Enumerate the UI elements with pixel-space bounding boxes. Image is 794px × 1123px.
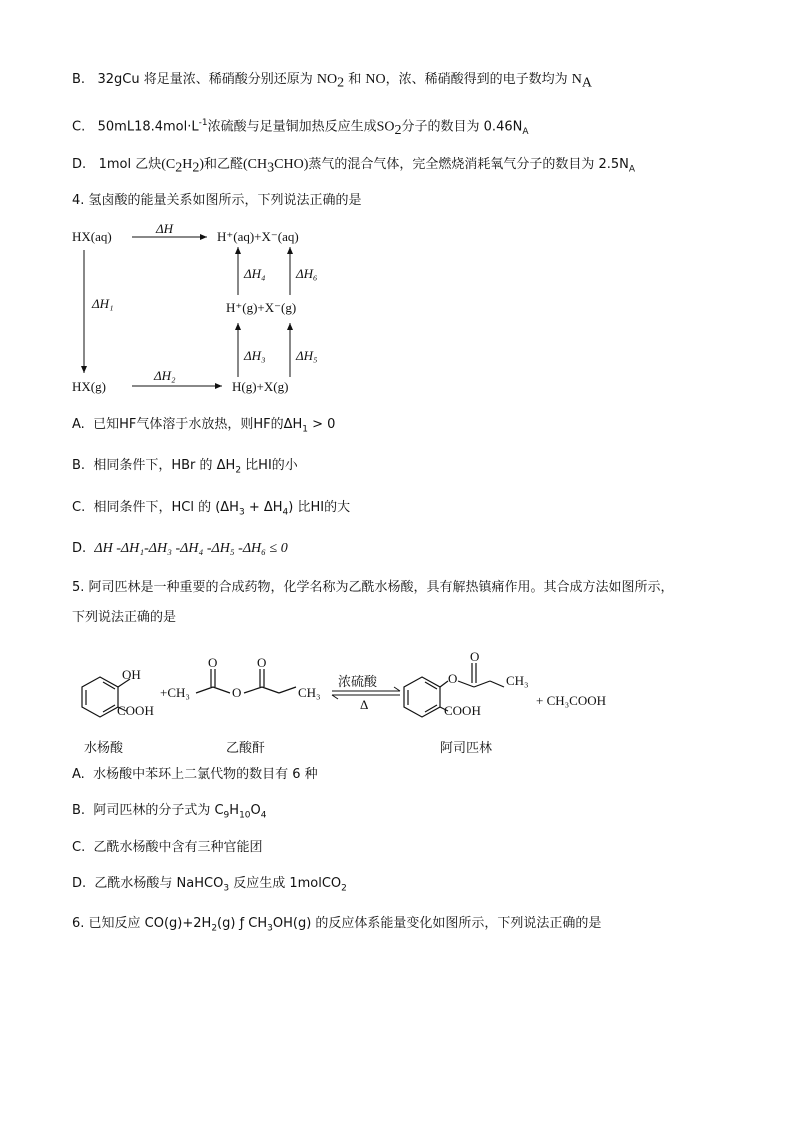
q6-stem: 6. 已知反应 $CO(g)+2H_2(g)$ ƒ $CH_3OH(g)$ 的反应体系能量变化如图所示，下列说法正确的是 [72,916,602,934]
q5-stem-line2: 下列说法正确的是 [72,610,177,625]
salicylic-acid-name: 水杨酸 [84,741,124,756]
dh5-label: ΔH₅ [296,348,318,363]
hx-aq-label: HX(aq) [72,229,112,244]
o-bridge-label: O [232,685,242,700]
o-top-label-3: O [470,649,480,664]
acetic-anhydride-bonds [196,669,296,693]
option-letter: B. [72,72,86,87]
option-letter: C. [72,119,86,135]
ch3-left-label: +CH₃ [160,685,190,700]
energy-cycle-diagram [72,220,332,400]
o-top-label-1: O [208,655,218,670]
q4-option-c: C. 相同条件下，HCl 的 $(\Delta H_3 + \Delta H_4)$ 比HI的大 [72,500,351,518]
option-letter: D. [72,157,87,172]
q5-option-d: D. 乙酰水杨酸与 NaHCO$_3$ 反应生成 1molCO$_2$ [72,876,347,894]
q5-option-c: C. 乙酰水杨酸中含有三种官能团 [72,840,263,855]
dh4-label: ΔH₄ [244,266,266,281]
q5-stem-line1: 5. 阿司匹林是一种重要的合成药物，化学名称为乙酰水杨酸，具有解热镇痛作用。其合成方法如图所示， [72,580,674,595]
ions-g-label: H⁺(g)+X⁻(g) [226,300,297,315]
aspirin-name: 阿司匹林 [440,741,493,756]
q3-option-c: C. $50mL18.4mol\cdot L^{-1}$浓硫酸与足量铜加热反应生成$SO_2$分子的数目为 $0.46N_A$ [72,118,529,138]
ch3-right-label: CH₃ [298,685,321,700]
atoms-g-label: H(g)+X(g) [232,379,289,394]
acetic-anhydride-name: 乙酸酐 [226,741,266,756]
o-top-label-2: O [257,655,267,670]
catalyst-label: 浓硫酸 [338,675,378,690]
heat-label: Δ [360,697,369,712]
q4-option-d: D. ΔH -ΔH₁-ΔH₃ -ΔH₄ -ΔH₅ -ΔH₆ ≤ 0 [72,541,288,556]
dh2-label: ΔH₂ [154,368,176,383]
q3-option-b: B. 32gCu 将足量浓、稀硝酸分别还原为 $NO_2$ 和 NO，浓、稀硝酸得到的电子数均为 $N_A$ [72,72,592,91]
dh-label: ΔH [156,221,174,236]
ch3-aspirin-label: CH₃ [506,673,529,688]
dh1-label: ΔH₁ [92,296,114,311]
dh6-label: ΔH₆ [296,266,318,281]
q4-stem: 4. 氢卤酸的能量关系如图所示，下列说法正确的是 [72,193,362,208]
ester-o-label: O [448,671,458,686]
ions-aq-label: H⁺(aq)+X⁻(aq) [217,229,299,244]
cooh-label-1: COOH [117,703,154,718]
aspirin-synthesis-scheme [70,645,630,755]
oh-label: OH [122,667,141,682]
q4-option-b: B. 相同条件下，HBr 的 $\Delta H_2$ 比HI的小 [72,458,298,476]
q5-option-a: A. 水杨酸中苯环上二氯代物的数目有 6 种 [72,767,318,782]
cooh-label-2: COOH [444,703,481,718]
q4-option-a: A. 已知HF气体溶于水放热，则HF的$\Delta H_1 > 0$ [72,417,336,435]
q3-option-d: D. 1mol 乙炔$(C_2H_2)$和乙醛$(CH_3CHO)$蒸气的混合气体，完全燃烧消耗氧气分子的数目为 $2.5N_A$ [72,157,636,176]
acetic-acid-label: + CH₃COOH [536,693,607,708]
hx-g-label: HX(g) [72,379,106,394]
q5-option-b: B. 阿司匹林的分子式为 $C_9H_{10}O_4$ [72,803,267,821]
dh3-label: ΔH₃ [244,348,266,363]
